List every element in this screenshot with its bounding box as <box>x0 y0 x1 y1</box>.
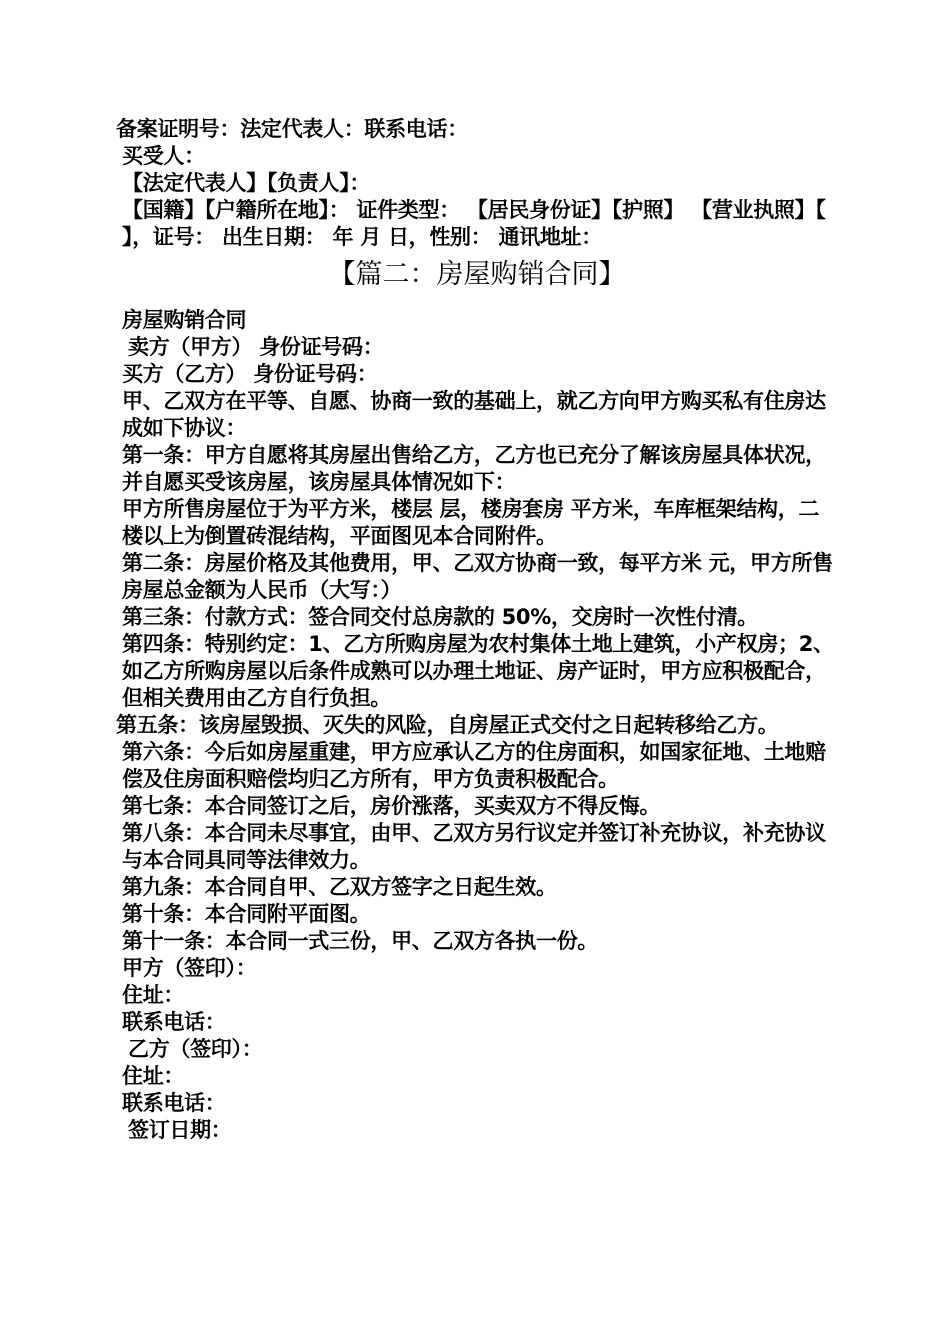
buyer-id-line: 买方（乙方） 身份证号码： <box>122 362 378 386</box>
seller-id-line: 卖方（甲方） 身份证号码： <box>128 335 384 359</box>
article-3: 第三条：付款方式：签合同交付总房款的 50%，交房时一次性付清。 <box>122 605 758 629</box>
party-a-signature: 甲方（签印）： <box>122 956 257 980</box>
article-7: 第七条：本合同签订之后，房价涨落，买卖双方不得反悔。 <box>122 794 661 818</box>
article-8: 第八条：本合同未尽事宜，由甲、乙双方另行议定并签订补充协议，补充协议与本合同具同等法律效力。 <box>122 821 826 872</box>
article-4: 第四条：特别约定：1、乙方所购房屋为农村集体土地上建筑，小产权房；2、如乙方所购房屋以后条件成熟可以办理土地证、房产证时，甲方应积极配合，但相关费用由乙方自行负担。 <box>122 632 834 710</box>
contract-heading: 房屋购销合同 <box>122 308 247 332</box>
article-10: 第十条：本合同附平面图。 <box>122 902 371 926</box>
party-b-phone: 联系电话： <box>122 1091 226 1115</box>
filing-certificate-line: 备案证明号：法定代表人：联系电话： <box>116 117 468 141</box>
article-11: 第十一条：本合同一式三份，甲、乙双方各执一份。 <box>122 929 599 953</box>
buyer-line: 买受人： <box>122 144 205 168</box>
party-a-phone: 联系电话： <box>122 1010 226 1034</box>
article-5: 第五条：该房屋毁损、灭失的风险，自房屋正式交付之日起转移给乙方。 <box>116 713 779 737</box>
article-6: 第六条：今后如房屋重建，甲方应承认乙方的住房面积，如国家征地、土地赔偿及住房面积赔偿均归乙方所有，甲方负责积极配合。 <box>122 740 826 791</box>
document-page <box>116 116 838 1144</box>
section-title: 【篇二：房屋购销合同】 <box>328 259 626 290</box>
legal-representative-line: 【法定代表人】【负责人】： <box>122 171 371 195</box>
property-details: 甲方所售房屋位于为平方米，楼层 层，楼房套房 平方米，车库框架结构，二楼以上为倒置砖混结构，平面图见本合同附件。 <box>122 497 820 548</box>
preamble-paragraph: 甲、乙双方在平等、自愿、协商一致的基础上，就乙方向甲方购买私有住房达成如下协议： <box>122 389 826 440</box>
article-2: 第二条：房屋价格及其他费用，甲、乙双方协商一致，每平方米 元，甲方所售房屋总金额为人民币（大写：） <box>122 551 833 602</box>
party-a-address: 住址： <box>122 983 185 1007</box>
party-b-signature: 乙方（签印）： <box>128 1037 263 1061</box>
party-b-address: 住址： <box>122 1064 185 1088</box>
signing-date: 签订日期： <box>128 1118 232 1142</box>
article-1: 第一条：甲方自愿将其房屋出售给乙方，乙方也已充分了解该房屋具体状况，并自愿买受该房屋，该房屋具体情况如下： <box>122 443 826 494</box>
nationality-id-line: 【国籍】【户籍所在地】： 证件类型： 【居民身份证】【护照】 【营业执照】【 】，证号： 出生日期： 年 月 日，性别： 通讯地址： <box>122 198 826 249</box>
article-9: 第九条：本合同自甲、乙双方签字之日起生效。 <box>122 875 557 899</box>
